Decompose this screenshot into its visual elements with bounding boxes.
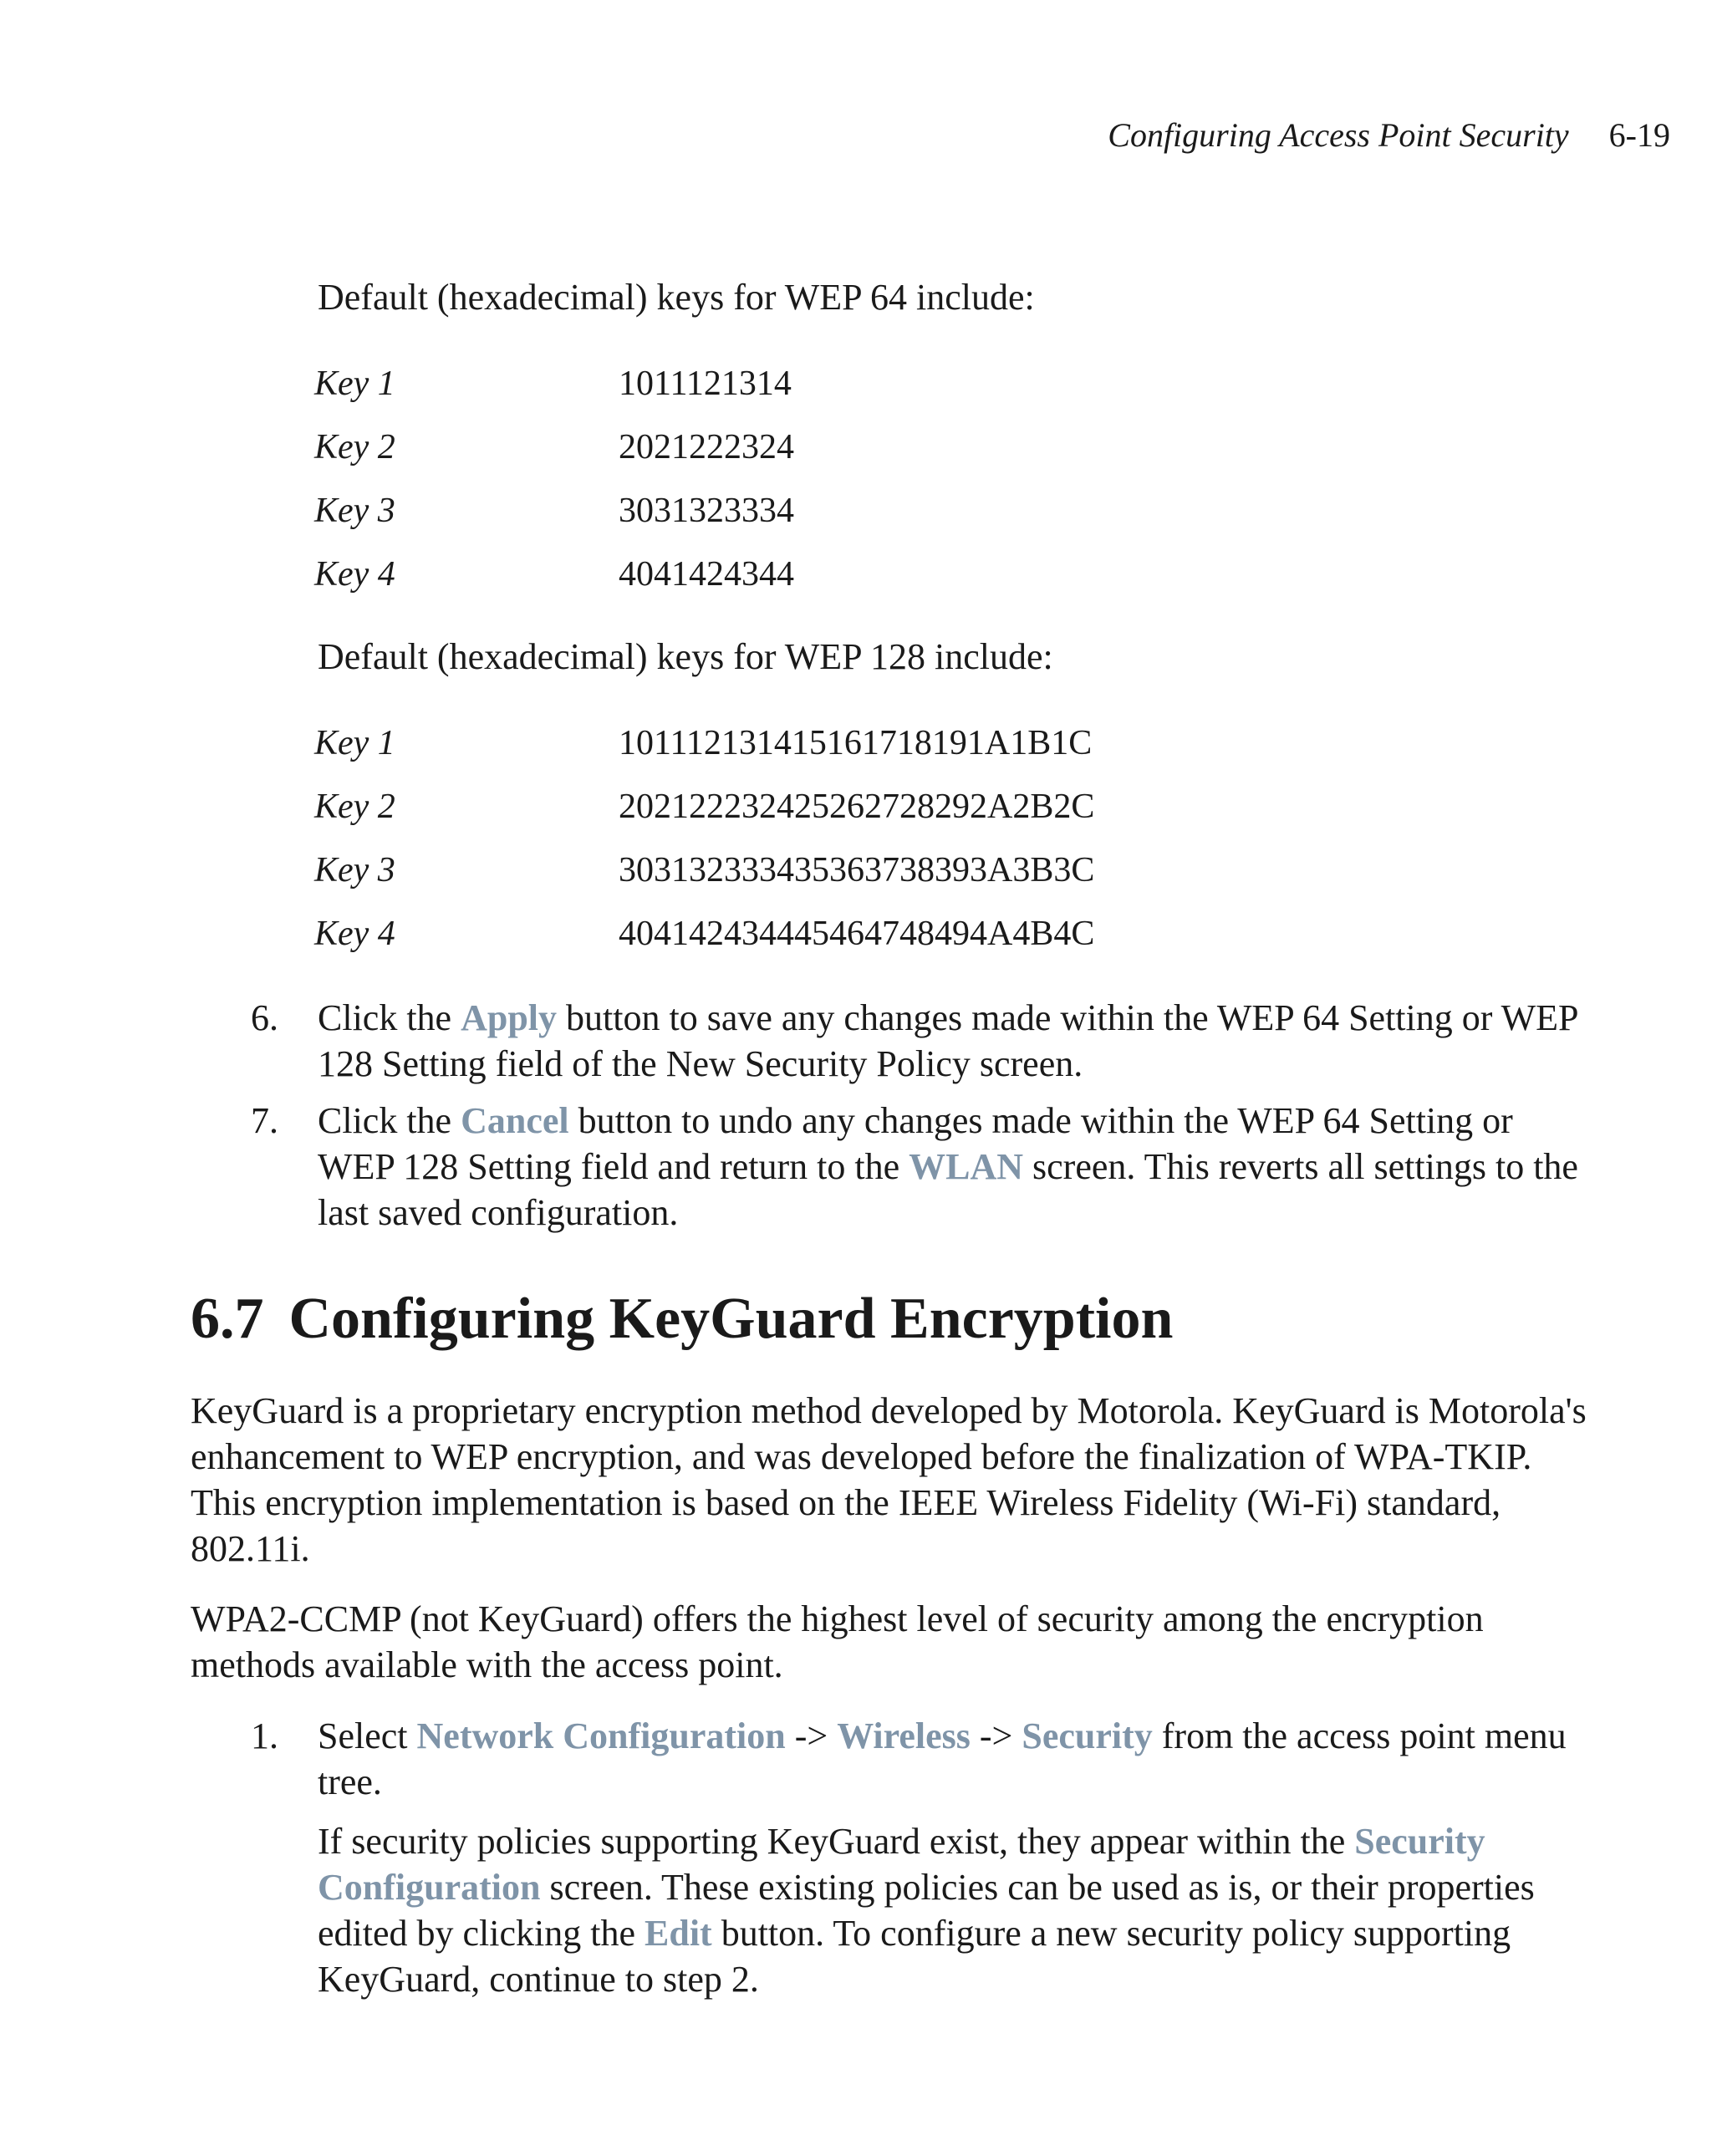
key-value: 2021222324 [619, 428, 794, 466]
wep64-intro: Default (hexadecimal) keys for WEP 64 include: [318, 277, 1035, 318]
step-text: Click the Cancel button to undo any changes made within the WEP 64 Setting or WEP 128 Setting field and return to the WLAN screen. This reverts all settings to the last saved configuration. [318, 1100, 1578, 1233]
section-number: 6.7 [191, 1287, 264, 1351]
key-label: Key 2 [314, 428, 395, 466]
apply-button-reference[interactable]: Apply [461, 997, 558, 1038]
wpa2-ccmp-paragraph: WPA2-CCMP (not KeyGuard) offers the highest level of security among the encryption methods available with the access point. [191, 1598, 1484, 1685]
key-value: 101112131415161718191A1B1C [619, 724, 1093, 762]
step-1-detail: If security policies supporting KeyGuard exist, they appear within the Security Configuration screen. These existing policies can be used as is, or their properties edited by clicking the Edit button. To configure a new security policy supporting KeyGuard, continue to step 2. [318, 1821, 1535, 2000]
header-title: Configuring Access Point Security [1108, 116, 1569, 154]
step-number: 7. [251, 1100, 278, 1141]
security-link[interactable]: Security [1022, 1715, 1153, 1756]
key-label: Key 4 [314, 555, 395, 594]
key-label: Key 3 [314, 851, 395, 889]
edit-button-reference[interactable]: Edit [645, 1913, 712, 1954]
key-value: 303132333435363738393A3B3C [619, 851, 1095, 889]
step-text: Click the Apply button to save any changes made within the WEP 64 Setting or WEP 128 Setting field of the New Security Policy screen. [318, 997, 1577, 1084]
key-label: Key 3 [314, 492, 395, 530]
step-text: Select Network Configuration -> Wireless -> Security from the access point menu tree. [318, 1715, 1567, 1802]
step-6 [251, 995, 1588, 1087]
key-label: Key 2 [314, 787, 395, 826]
cancel-button-reference[interactable]: Cancel [461, 1100, 569, 1141]
keyguard-intro-paragraph: KeyGuard is a proprietary encryption method developed by Motorola. KeyGuard is Motorola's enhancement to WEP encryption, and was developed before the finalization of WPA-TKIP. This encryption implementation is based on the IEEE Wireless Fidelity (Wi-Fi) standard, 802.11i. [191, 1390, 1587, 1569]
key-value: 404142434445464748494A4B4C [619, 915, 1095, 953]
running-header [1108, 115, 1670, 155]
section-heading [191, 1286, 1173, 1353]
key-label: Key 1 [314, 364, 395, 403]
step-number: 1. [251, 1715, 278, 1756]
key-label: Key 1 [314, 724, 395, 762]
step-7 [251, 1098, 1588, 1236]
key-value: 3031323334 [619, 492, 794, 530]
step-1 [251, 1713, 1588, 1805]
key-label: Key 4 [314, 915, 395, 953]
wlan-screen-link[interactable]: WLAN [909, 1146, 1024, 1187]
security-configuration-link[interactable]: Security Configuration [318, 1821, 1485, 1908]
wep128-intro: Default (hexadecimal) keys for WEP 128 include: [318, 636, 1053, 677]
key-value: 202122232425262728292A2B2C [619, 787, 1095, 826]
step-number: 6. [251, 997, 278, 1038]
section-title: Configuring KeyGuard Encryption [288, 1287, 1174, 1351]
page-number: 6-19 [1608, 116, 1670, 154]
network-configuration-link[interactable]: Network Configuration [416, 1715, 786, 1756]
key-value: 1011121314 [619, 364, 792, 403]
wireless-link[interactable]: Wireless [837, 1715, 971, 1756]
key-value: 4041424344 [619, 555, 794, 594]
